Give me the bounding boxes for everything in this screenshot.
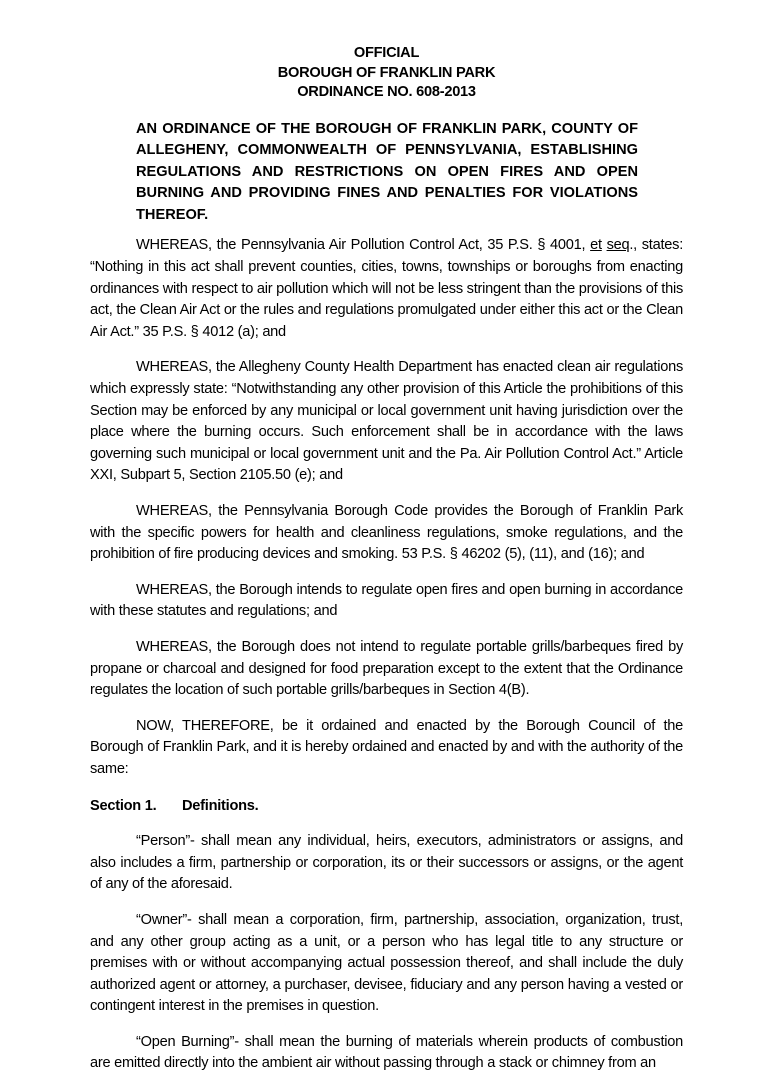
header-official: OFFICIAL: [353, 45, 420, 61]
header-borough: BOROUGH OF FRANKLIN PARK: [277, 64, 496, 81]
definition-person: “Person”- shall mean any individual, heirs, executors, administrators or assigns, and also includes a firm, partnership or corporation, its or their successors or assigns, or the agent of any of the aforesaid.: [90, 833, 683, 893]
definition-owner: “Owner”- shall mean a corporation, firm, partnership, association, organization, trust, and any other group acting as a unit, or a person who has legal title to any structure or premises with or without accompanying actual possession thereof, and shall include the duly authorized agent or attorney, a purchaser, devisee, fiduciary and any person having a vested or contingent interest in the premises in question.: [90, 911, 683, 1015]
document-page: [90, 44, 683, 1075]
ordinance-title: AN ORDINANCE OF THE BOROUGH OF FRANKLIN PARK, COUNTY OF ALLEGHENY, COMMONWEALTH OF PENNSYLVANIA, ESTABLISHING REGULATIONS AND RESTRICTIONS ON OPEN FIRES AND OPEN BURNING AND PROVIDING FINES AND PENALTIES FOR VIOLATIONS THEREOF.: [136, 120, 638, 223]
section-title: Definitions.: [182, 797, 259, 814]
now-therefore-paragraph: NOW, THEREFORE, be it ordained and enacted by the Borough Council of the Borough of Franklin Park, and it is hereby ordained and enacted by and with the authority of the same:: [90, 717, 683, 777]
section-1-heading: [90, 796, 683, 818]
seq-underlined: seq: [606, 237, 630, 254]
whereas-paragraph-3: WHEREAS, the Pennsylvania Borough Code provides the Borough of Franklin Park with the specific powers for health and cleanliness regulations, smoke regulations, and the prohibition of fire producing devices and smoking. 53 P.S. § 46202 (5), (11), and (16); and: [90, 503, 683, 563]
whereas-paragraph-1: WHEREAS, the Pennsylvania Air Pollution Control Act, 35 P.S. § 4001, et seq., states: “Nothing in this act shall prevent counties, cities, towns, townships or boroughs from enacting ordinances with respect to air pollution which will not be less stringent than the provisions of this act, the Clean Air Act or the rules and regulations promulgated under either this act or the Clean Air Act.” 35 P.S. § 4012 (a); and: [90, 237, 684, 340]
section-number: Section 1.: [90, 797, 157, 814]
document-header: [90, 44, 683, 103]
definition-open-burning: “Open Burning”- shall mean the burning of materials wherein products of combustion are emitted directly into the ambient air without passing through a stack or chimney from an: [90, 1033, 683, 1072]
whereas-paragraph-2: WHEREAS, the Allegheny County Health Department has enacted clean air regulations which expressly state: “Notwithstanding any other provision of this Article the prohibitions of this Section may be enforced by any municipal or local government unit having jurisdiction over the place where the burning occurs. Such enforcement shall be in accordance with the laws governing such municipal or local government unit and the Pa. Air Pollution Control Act.” Article XXI, Subpart 5, Section 2105.50 (e); and: [90, 359, 683, 484]
whereas-paragraph-4: WHEREAS, the Borough intends to regulate open fires and open burning in accordance with these statutes and regulations; and: [90, 581, 683, 620]
header-ordinance-number: ORDINANCE NO. 608-2013: [297, 84, 476, 100]
whereas-paragraph-5: WHEREAS, the Borough does not intend to regulate portable grills/barbeques fired by propane or charcoal and designed for food preparation except to the extent that the Ordinance regulates the location of such portable grills/barbeques in Section 4(B).: [90, 638, 683, 699]
et-underlined: et: [590, 237, 602, 254]
